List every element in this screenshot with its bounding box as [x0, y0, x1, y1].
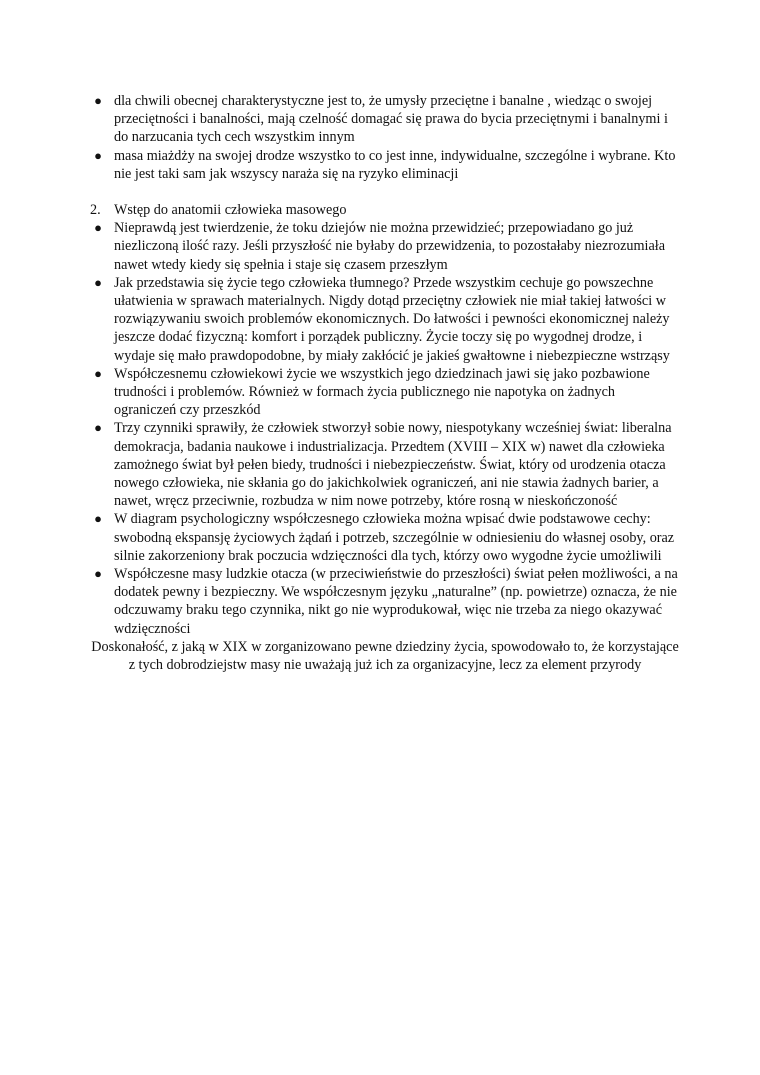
bullet-icon: ●	[94, 147, 102, 163]
bullet-icon: ●	[94, 93, 102, 108]
list-item	[90, 419, 680, 510]
closing-paragraph: Doskonałość, z jaką w XIX w zorganizowano pewne dziedziny życia, spowodowało to, że korzystające z tych dobrodziejstw masy nie uważają już ich za organizacyjne, lecz za element przyrody	[91, 638, 679, 674]
bullet-icon: ●	[94, 365, 102, 381]
bullet-text: Jak przedstawia się życie tego człowieka tłumnego? Przede wszystkim cechuje go powszechne ułatwienia w sprawach materialnych. Nigdy dotąd przeciętny człowiek nie miał takiej łatwości w rozwiązywaniu swoich problemów ekonomicznych. Do łatwości i pewności ekonomicznej należy jeszcze dodać fizyczną: komfort i porządek publiczny. Życie toczy się po wygodnej drodze, i wydaje się mało prawdopodobne, by miały zakłócić je jakieś gwałtowne i niebezpieczne wstrząsy	[114, 274, 670, 364]
bullet-text: Nieprawdą jest twierdzenie, że toku dziejów nie można przewidzieć; przepowiadano go już niezliczoną ilość razy. Jeśli przyszłość nie byłaby do przewidzenia, to pozostałaby niezrozumiała nawet wtedy kiedy się spełnia i staje się czasem przeszłym	[114, 220, 665, 273]
bullet-icon: ●	[94, 274, 102, 290]
bullet-text: W diagram psychologiczny współczesnego człowieka można wpisać dwie podstawowe cechy: swobodną ekspansję życiowych żądań i potrzeb, szczególnie w odniesieniu do własnej osoby, oraz silnie zakorzeniony brak poczucia wdzięczności dla tych, którzy owo wygodne życie umożliwili	[114, 511, 675, 564]
intro-bullet-list	[90, 92, 680, 183]
list-item	[90, 147, 680, 183]
list-item	[90, 510, 680, 565]
document-body	[90, 92, 680, 674]
list-item	[90, 365, 680, 420]
bullet-text: Współczesne masy ludzkie otacza (w przeciwieństwie do przeszłości) świat pełen możliwości, a na dodatek pewny i bezpieczny. We współczesnym języku „naturalne” (np. powietrze) oznacza, że nie odczuwamy braku tego czynnika, nikt go nie wyprodukował, więc nie trzeba za niego okazywać wdzięczności	[114, 566, 678, 637]
section-title: Wstęp do anatomii człowieka masowego	[114, 202, 347, 219]
list-item	[90, 92, 680, 147]
bullet-icon: ●	[94, 511, 102, 527]
bullet-icon: ●	[94, 220, 102, 236]
bullet-text: Współczesnemu człowiekowi życie we wszystkich jego dziedzinach jawi się jako pozbawione trudności i problemów. Również w formach życia publicznego nie napotyka on żadnych ograniczeń czy przeszkód	[114, 365, 650, 419]
list-item	[90, 219, 680, 274]
paragraph-spacer	[90, 183, 680, 201]
bullet-text: masa miażdży na swojej drodze wszystko to co jest inne, indywidualne, szczególne i wybrane. Kto nie jest taki sam jak wszyscy naraża się na ryzyko eliminacji	[114, 147, 676, 182]
bullet-icon: ●	[94, 566, 102, 582]
section-number: 2.	[90, 202, 101, 219]
list-item	[90, 274, 680, 365]
section-heading	[90, 201, 680, 219]
list-item	[90, 565, 680, 638]
bullet-text: dla chwili obecnej charakterystyczne jest to, że umysły przeciętne i banalne , wiedząc o swojej przeciętności i banalności, mają czelność domagać się prawa do bycia przeciętnymi i banalnymi i do narzucania tych cech wszystkim innym	[114, 93, 668, 146]
bullet-icon: ●	[94, 420, 102, 436]
section-bullet-list	[90, 219, 680, 638]
bullet-text: Trzy czynniki sprawiły, że człowiek stworzył sobie nowy, niespotykany wcześniej świat: liberalna demokracja, badania naukowe i industrializacja. Przedtem (XVIII – XIX w) nawet dla człowieka zamożnego świat był pełen biedy, trudności i niebezpieczeństw. Świat, który od urodzenia otacza nowego człowieka, nie skłania go do jakichkolwiek ograniczeń, ani nie stawia żadnych barier, a nawet, wręcz przeciwnie, rozbudza w nim nowe potrzeby, które rosną w nieskończoność	[114, 420, 672, 510]
